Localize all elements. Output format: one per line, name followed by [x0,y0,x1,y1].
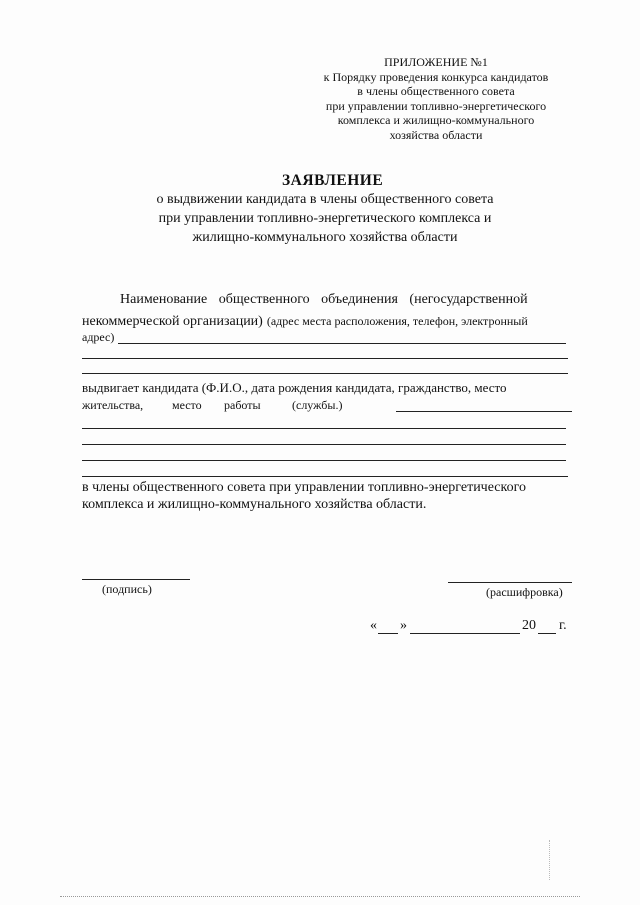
appendix-line: при управлении топливно-энергетического [325,98,547,113]
appendix-line: комплекса и жилищно-коммунального [337,113,535,127]
org-line-3: адрес) [82,330,115,344]
subtitle-line: жилищно-коммунального хозяйства области [192,230,458,245]
date-year-suffix: г. [559,618,567,633]
org-line-1 [120,292,572,308]
signature-line[interactable] [82,579,190,580]
org-field-line[interactable] [82,373,568,374]
org-address-field-line[interactable] [118,343,566,344]
date-close-quote: » [400,618,407,633]
appendix-title: ПРИЛОЖЕНИЕ №1 [384,55,488,69]
appendix-block [300,55,572,142]
candidate-line-2-word: жительства, [82,398,144,412]
appendix-line: хозяйства области [389,127,483,142]
date-open-quote: « [370,618,377,633]
candidate-field-line[interactable] [82,460,566,461]
document-subtitle [120,190,530,247]
decoding-line[interactable] [448,582,572,583]
candidate-field-line[interactable] [82,428,566,429]
subtitle-line: о выдвижении кандидата в члены общественного совета [156,192,494,207]
scan-edge-mark [60,896,580,897]
scan-edge-mark [549,840,551,880]
org-line-1-text: Наименование общественного объединения (негосударственной [120,292,528,307]
date-day-line[interactable] [378,633,398,634]
appendix-line: в члены общественного совета [357,84,515,98]
date-year-prefix: 20 [522,618,536,633]
candidate-field-line[interactable] [82,476,568,477]
date-month-line[interactable] [410,633,520,634]
document-title: ЗАЯВЛЕНИЕ [282,172,384,189]
candidate-line-2-word: место [172,398,202,412]
decoding-caption: (расшифровка) [486,585,563,599]
candidate-line-1-text: выдвигает кандидата (Ф.И.О., дата рождения кандидата, гражданство, место [82,380,507,395]
candidate-line-1 [82,379,572,397]
candidate-line-2-word: (службы.) [292,398,343,412]
date-year-line[interactable] [538,633,556,634]
org-line-2-text: некоммерческой организации) [82,314,263,329]
closing-line-1: в члены общественного совета при управлении топливно-энергетического [82,480,526,495]
org-field-line[interactable] [82,358,568,359]
signature-caption: (подпись) [102,582,152,596]
candidate-field-line[interactable] [396,411,572,412]
subtitle-line: при управлении топливно-энергетического комплекса и [158,211,492,226]
candidate-line-2-word: работы [224,398,261,412]
org-line-2 [82,312,528,330]
appendix-line: к Порядку проведения конкурса кандидатов [323,69,549,84]
candidate-field-line[interactable] [82,444,566,445]
closing-line-2: комплекса и жилищно-коммунального хозяйства области. [82,497,427,512]
org-line-2-small: (адрес места расположения, телефон, электронный [266,314,528,328]
